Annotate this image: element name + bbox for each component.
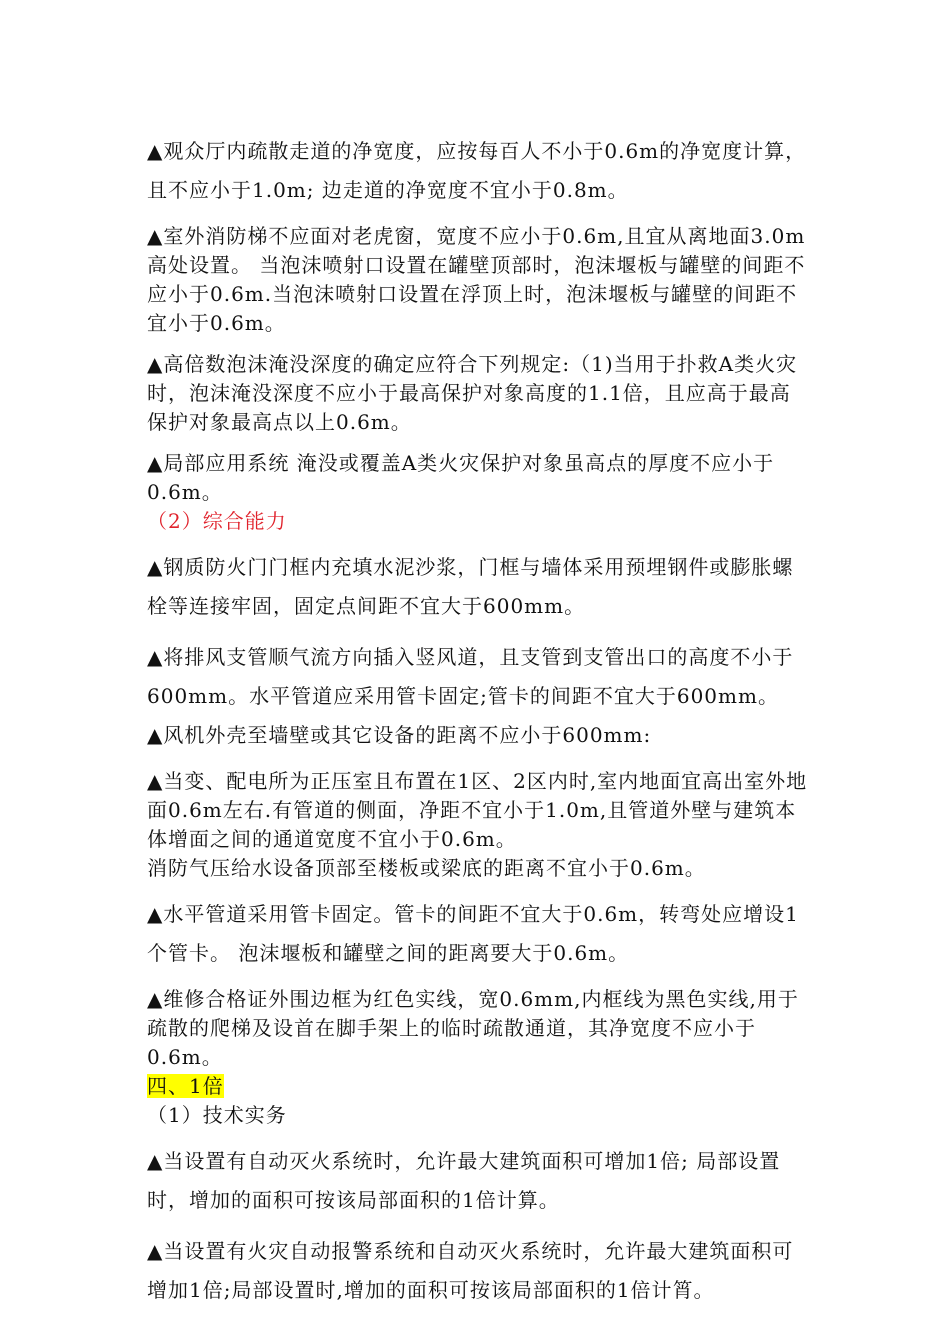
paragraph-local-system: ▲局部应用系统 淹没或覆盖A类火灾保护对象虽高点的厚度不应小于0.6m。 bbox=[147, 451, 775, 504]
paragraph-gap bbox=[147, 883, 809, 895]
paragraph-gap bbox=[147, 536, 809, 548]
paragraph-aisle-width: ▲观众厅内疏散走道的净宽度，应按每百人不小于0.6m的净宽度计算，且不应小于1.0m; 边走道的净宽度不宜小于0.8m。 bbox=[147, 139, 807, 202]
paragraph-pipe-clamp: ▲水平管道采用管卡固定。管卡的间距不宜大于0.6m，转弯处应增设1个管卡。 泡沫堰板和罐壁之间的距离要大于0.6m。 bbox=[147, 902, 799, 965]
section-heading-technical: （1）技术实务 bbox=[147, 1103, 287, 1127]
paragraph-gap bbox=[147, 210, 809, 222]
paragraph-gap bbox=[147, 338, 809, 350]
paragraph-alarm-extinguish: ▲当设置有火灾自动报警系统和自动灭火系统时，允许最大建筑面积可增加1倍;局部设置时,增加的面积可按该局部面积的1倍计筲。 bbox=[147, 1239, 794, 1302]
paragraph-auto-extinguish: ▲当设置有自动灭火系统时，允许最大建筑面积可增加1倍; 局部设置时，增加的面积可按该局部面积的1倍计算。 bbox=[147, 1149, 781, 1212]
paragraph-substation: ▲当变、配电所为正压室且布置在1区、2区内时,室内地面宜高出室外地面0.6m左右.有管道的侧面，净距不宜小于1.0m,且管道外壁与建筑本体增面之间的通道宽度不宜小于0.6m。 bbox=[147, 769, 808, 851]
paragraph-pressure-tank: 消防气压给水设备顶部至楼板或梁底的距离不宜小于0.6m。 bbox=[147, 856, 706, 880]
section-heading-comprehensive: （2）综合能力 bbox=[147, 509, 287, 533]
paragraph-certificate: ▲维修合格证外围边框为红色实线，宽0.6mm,内框线为黑色实线,用于疏散的爬梯及设首在脚手架上的临时疏散通道，其净宽度不应小于0.6m。 bbox=[147, 987, 799, 1069]
section-heading-one-times bbox=[147, 1072, 809, 1101]
paragraph-gap bbox=[147, 437, 809, 449]
paragraph-foam-depth: ▲高倍数泡沫淹没深度的确定应符合下列规定:（1)当用于扑救A类火灾时，泡沫淹没深度不应小于最高保护对象高度的1.1倍，且应高于最高保护对象最高点以上0.6m。 bbox=[147, 352, 798, 434]
highlighted-heading-text: 四、1倍 bbox=[147, 1074, 224, 1098]
paragraph-fire-ladder: ▲室外消防梯不应面对老虎窗，宽度不应小于0.6m,且宜从离地面3.0m高处设置。 当泡沫喷射口设置在罐壁顶部时，泡沫堰板与罐壁的间距不应小于0.6m.当泡沫喷射口设置在浮顶上时，泡沫堰板与罐壁的间距不宜小于0.6m。 bbox=[147, 224, 806, 335]
paragraph-gap bbox=[147, 973, 809, 985]
paragraph-gap bbox=[147, 755, 809, 767]
paragraph-gap bbox=[147, 626, 809, 638]
paragraph-gap bbox=[147, 1220, 809, 1232]
paragraph-fire-door: ▲钢质防火门门框内充填水泥沙浆，门框与墙体采用预埋钢件或膨胀螺栓等连接牢固，固定点间距不宜大于600mm。 bbox=[147, 555, 794, 618]
document-body bbox=[147, 132, 809, 1310]
paragraph-fan-casing: ▲风机外壳至墙壁或其它设备的距离不应小于600mm: bbox=[147, 723, 652, 747]
paragraph-exhaust-pipe: ▲将排风支管顺气流方向插入竖风道，且支管到支管出口的高度不小于600mm。水平管道应采用管卡固定;管卡的间距不宜大于600mm。 bbox=[147, 645, 794, 708]
paragraph-gap bbox=[147, 1130, 809, 1142]
